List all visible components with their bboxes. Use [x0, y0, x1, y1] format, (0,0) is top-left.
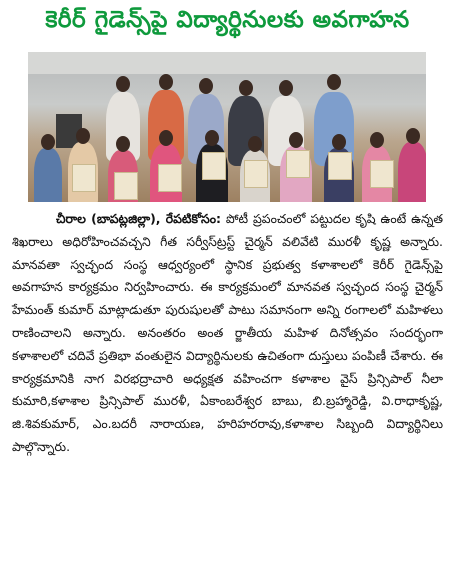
photo-head	[406, 128, 420, 144]
certificate	[72, 164, 96, 192]
article-dateline: చీరాల (బాపట్లజిల్లా), రేపటికోసం:	[56, 211, 221, 226]
photo-head	[205, 130, 219, 146]
photo-person	[398, 142, 426, 202]
photo-head	[370, 132, 384, 148]
article-text: పోటీ ప్రపంచంలో పట్టుదల కృషి ఉంటే ఉన్నత శిఖరాలు అధిరోహించవచ్చని గీత సర్వీస్‌ట్రస్ట్ చైర్మన్ వలివేటి మురళీ కృష్ణ అన్నారు. మానవతా స్వచ్ఛంద సంస్థ ఆధ్వర్యంలో స్థానిక ప్రభుత్వ కళాశాలలో కెరీర్ గైడెన్స్‌పై అవగాహన కార్యక్రమం నిర్వహించారు. ఈ కార్యక్రమంలో మానవత స్వచ్ఛంద సంస్థ చైర్మన్ హేమంత్ కుమార్ మాట్లాడుతూ పురుషులతో పాటు సమానంగా అన్ని రంగాలలో మహిళలు రాణించాలని అన్నారు. అనంతరం అంత ర్జాతీయ మహిళ దినోత్సవం సందర్భంగా కళాశాలలో చదివే ప్రతిభా వంతులైన విద్యార్థినులకు ఉచితంగా దుస్తులు పంపిణీ చేశారు. ఈ కార్యక్రమానికి నాగ విరభద్రాచారి అధ్యక్షత వహించగా కళాశాల వైస్ ప్రిన్సిపాల్ నీలా కుమారి,కళాశాల ప్రిన్సిపాల్ మురళీ, ఏకాంబరేశ్వర బాబు, బి.బ్రహ్మారెడ్డి, వి.రాధాకృష్ణ, జి.శివకుమార్, ఎం.బదరీ నారాయణ, హరిహరరావు,కళాశాల సిబ్బంది విద్యార్థినిలు పాల్గొన్నారు.	[12, 211, 443, 454]
news-photo	[28, 52, 426, 202]
certificate	[328, 152, 352, 180]
certificate	[286, 150, 310, 178]
photo-head	[239, 80, 253, 96]
certificate	[202, 152, 226, 180]
certificate	[158, 164, 182, 192]
photo-head	[159, 130, 173, 146]
photo-head	[279, 80, 293, 96]
photo-head	[327, 74, 341, 90]
article-body	[12, 208, 443, 459]
photo-head	[116, 136, 130, 152]
certificate	[244, 160, 268, 188]
certificate	[114, 172, 138, 200]
photo-head	[289, 132, 303, 148]
photo-head	[332, 134, 346, 150]
photo-head	[116, 76, 130, 92]
headline: కెరీర్ గైడెన్స్‌పై విద్యార్థినులకు అవగాహన	[45, 7, 410, 33]
photo-banner	[28, 52, 426, 74]
photo-head	[76, 128, 90, 144]
photo-person	[34, 148, 62, 202]
photo-head	[199, 78, 213, 94]
certificate	[370, 160, 394, 188]
photo-head	[159, 74, 173, 90]
photo-head	[248, 136, 262, 152]
photo-head	[41, 134, 55, 150]
